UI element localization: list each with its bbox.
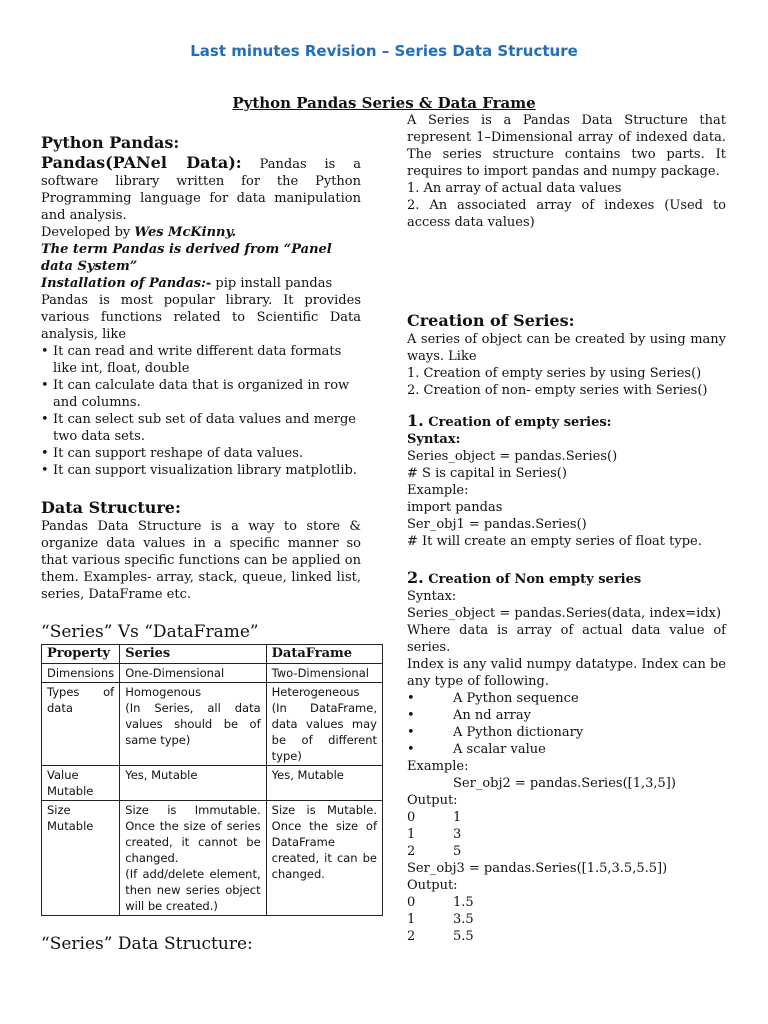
list-item: • An nd array: [407, 707, 726, 724]
heading-creation-of-series: Creation of Series:: [407, 311, 575, 330]
column-header: Property: [42, 645, 120, 664]
pandas-term: Pandas(PANel Data):: [41, 153, 242, 172]
syntax-label: Syntax:: [407, 432, 461, 447]
code-line: Ser_obj2 = pandas.Series([1,3,5]): [453, 776, 676, 791]
table-row: [42, 766, 383, 801]
table-cell: Value Mutable: [42, 766, 120, 801]
document-title: Python Pandas Series & Data Frame: [232, 94, 536, 112]
heading-data-structure: Data Structure:: [41, 498, 181, 517]
output-row: 0 1: [407, 810, 462, 825]
example-label: Example:: [407, 759, 469, 774]
table-row: [42, 664, 383, 683]
heading-series-vs-dataframe: “Series” Vs “DataFrame”: [41, 622, 259, 642]
output-row: 2 5.5: [407, 929, 474, 944]
series-part: 2. An associated array of indexes (Used to access data values): [407, 198, 726, 230]
syntax-label: Syntax:: [407, 589, 457, 604]
index-description: Index is any valid numpy datatype. Index can be any type of following.: [407, 657, 726, 689]
table-cell: Size Mutable: [42, 801, 120, 916]
column-header: Series: [120, 645, 266, 664]
index-types-list: [407, 690, 726, 758]
code-line: Series_object = pandas.Series(data, index=idx): [407, 606, 722, 621]
series-part: 1. An array of actual data values: [407, 181, 622, 196]
series-intro: A Series is a Pandas Data Structure that represent 1–Dimensional array of indexed data. The series structure contains two parts. It requires to import pandas and numpy package.: [407, 113, 726, 179]
table-cell: Two-Dimensional: [266, 664, 382, 683]
table-cell: One-Dimensional: [120, 664, 266, 683]
left-column: [41, 133, 377, 954]
code-line: Series_object = pandas.Series(): [407, 449, 618, 464]
table-cell: Size is Immutable. Once the size of series created, it cannot be changed. (If add/delete element, then new series object will be created.): [120, 801, 266, 916]
developer-name: Wes McKinny.: [134, 225, 237, 240]
list-item: • It can support visualization library matplotlib.: [41, 462, 361, 479]
comparison-table: [41, 644, 383, 916]
code-line: Example:: [407, 483, 469, 498]
table-cell: Yes, Mutable: [266, 766, 382, 801]
list-item: • A Python dictionary: [407, 724, 726, 741]
output-row: 1 3: [407, 827, 462, 842]
table-cell: Types of data: [42, 683, 120, 766]
output-label: Output:: [407, 793, 458, 808]
table-cell: Size is Mutable. Once the size of DataFrame created, it can be changed.: [266, 801, 382, 916]
table-cell: Dimensions: [42, 664, 120, 683]
code-line: import pandas: [407, 500, 503, 515]
output-row: 0 1.5: [407, 895, 474, 910]
column-header: DataFrame: [266, 645, 382, 664]
list-item: • It can read and write different data formats like int, float, double: [41, 343, 361, 377]
output-label: Output:: [407, 878, 458, 893]
code-line: Ser_obj3 = pandas.Series([1.5,3.5,5.5]): [407, 861, 668, 876]
table-cell: Heterogeneous (In DataFrame, data values may be of different type): [266, 683, 382, 766]
list-item: • A scalar value: [407, 741, 726, 758]
table-cell: Yes, Mutable: [120, 766, 266, 801]
output-row: 1 3.5: [407, 912, 474, 927]
term-derived: The term Pandas is derived from “Panel data System”: [41, 242, 332, 274]
creation-description: A series of object can be created by using many ways. Like: [407, 332, 726, 364]
table-row: [42, 683, 383, 766]
table-row: [42, 801, 383, 916]
table-header-row: [42, 645, 383, 664]
pandas-description: Pandas is a software library written for the Python Programming language for data manipulation and analysis.: [41, 157, 361, 223]
developed-by: Developed by Wes McKinny.: [41, 225, 237, 240]
code-line: # S is capital in Series(): [407, 466, 567, 481]
popular-text: Pandas is most popular library. It provides various functions related to Scientific Data analysis, like: [41, 293, 361, 342]
heading-series-data-structure: “Series” Data Structure:: [41, 934, 253, 954]
creation-way: 2. Creation of non- empty series with Series(): [407, 383, 708, 398]
creation-way: 1. Creation of empty series by using Series(): [407, 366, 702, 381]
installation-command: pip install pandas: [211, 276, 333, 291]
right-column: [407, 112, 726, 945]
page-header: Last minutes Revision – Series Data Structure: [190, 42, 578, 60]
list-item: • It can calculate data that is organized in row and columns.: [41, 377, 361, 411]
features-list: [41, 343, 361, 479]
heading-non-empty-series: 2. Creation of Non empty series: [407, 568, 642, 587]
list-item: • It can support reshape of data values.: [41, 445, 361, 462]
pandas-definition: [41, 153, 361, 224]
output-row: 2 5: [407, 844, 462, 859]
heading-python-pandas: Python Pandas:: [41, 133, 180, 152]
code-line: Ser_obj1 = pandas.Series(): [407, 517, 587, 532]
list-item: • A Python sequence: [407, 690, 726, 707]
where-description: Where data is array of actual data value of series.: [407, 623, 726, 655]
table-cell: Homogenous (In Series, all data values should be of same type): [120, 683, 266, 766]
data-structure-description: Pandas Data Structure is a way to store & organize data values in a specific manner so that various specific functions can be applied on them. Examples- array, stack, queue, linked list, series, DataFrame etc.: [41, 519, 361, 602]
list-item: • It can select sub set of data values and merge two data sets.: [41, 411, 361, 445]
code-line: # It will create an empty series of float type.: [407, 534, 702, 549]
heading-empty-series: 1. Creation of empty series:: [407, 411, 612, 430]
installation-label: Installation of Pandas:-: [41, 276, 212, 291]
installation-line: [41, 275, 361, 292]
